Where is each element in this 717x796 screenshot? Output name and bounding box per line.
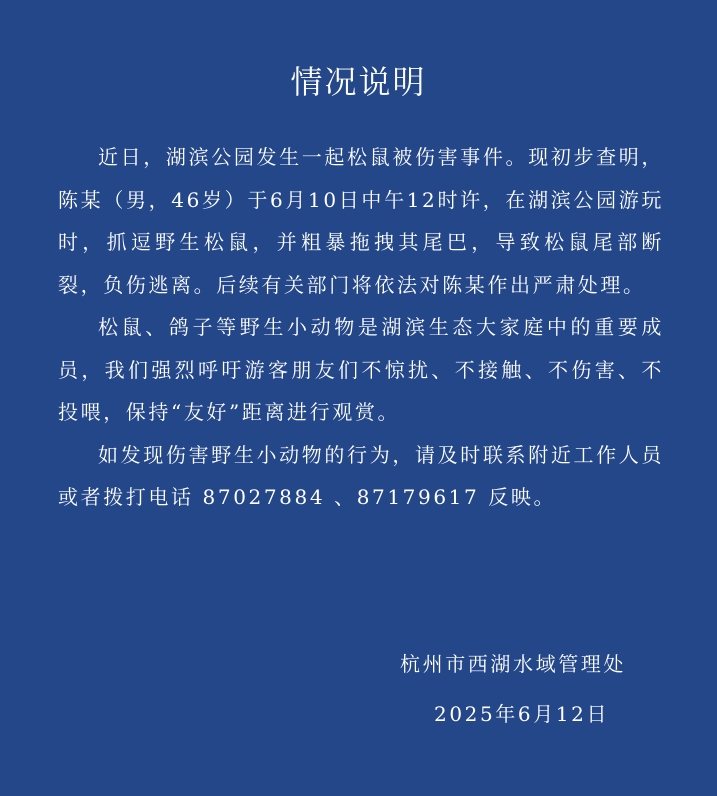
paragraph-appeal: 松鼠、鸽子等野生小动物是湖滨生态大家庭中的重要成员，我们强烈呼吁游客朋友们不惊扰、不接触、不伤害、不投喂，保持“友好”距离进行观赏。 <box>58 315 664 424</box>
signature-block <box>370 640 670 738</box>
paragraph-incident: 近日，湖滨公园发生一起松鼠被伤害事件。现初步查明，陈某（男，46岁）于6月10日中午12时许，在湖滨公园游玩时，抓逗野生松鼠，并粗暴拖拽其尾巴，导致松鼠尾部断裂，负伤逃离。后续有关部门将依法对陈某作出严肃处理。 <box>58 145 664 297</box>
issuing-organization: 杭州市西湖水域管理处 <box>400 652 626 676</box>
issue-date: 2025年6月12日 <box>434 702 610 726</box>
paragraph-report: 如发现伤害野生小动物的行为，请及时联系附近工作人员或者拨打电话 87027884 、87179617 反映。 <box>58 442 664 509</box>
notice-body <box>58 136 664 519</box>
notice-title: 情况说明 <box>290 63 427 101</box>
